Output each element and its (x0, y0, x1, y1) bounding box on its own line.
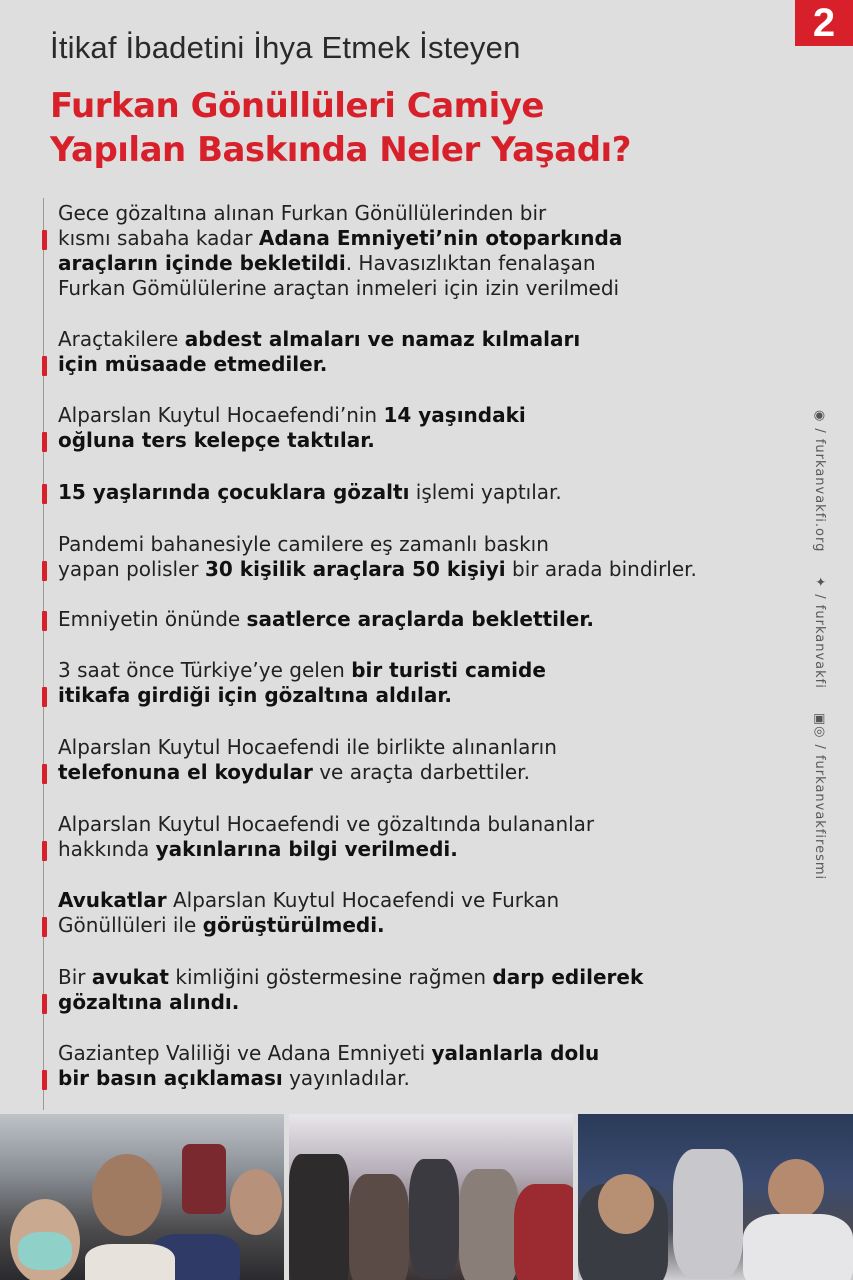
list-item (58, 735, 798, 785)
item-line (58, 480, 798, 505)
body-text: Furkan Gömülülerine araçtan inmeleri için izin verilmedi (58, 276, 620, 300)
body-text: yayınladılar. (282, 1066, 410, 1090)
facebook-instagram-icon: ▣◎ (812, 712, 828, 739)
content-divider (43, 198, 44, 1110)
emphasis-text: gözaltına alındı. (58, 990, 240, 1014)
social-link-text: / furkanvakfi.org (812, 428, 828, 553)
emphasis-text: 14 yaşındaki (383, 403, 526, 427)
photo-detained-youths (0, 1114, 284, 1280)
body-text: 3 saat önce Türkiye’ye gelen (58, 658, 352, 682)
item-line (58, 251, 798, 276)
social-link[interactable] (813, 410, 828, 552)
item-line (58, 276, 798, 301)
photo-strip (0, 1114, 853, 1280)
body-text: Alparslan Kuytul Hocaefendi ve gözaltında bulananlar (58, 812, 595, 836)
photo-mosque-raid (289, 1114, 573, 1280)
list-item (58, 1041, 798, 1091)
title-line-2: Yapılan Baskında Neler Yaşadı? (50, 130, 631, 170)
item-line (58, 1041, 798, 1066)
item-line (58, 226, 798, 251)
item-line (58, 965, 798, 990)
emphasis-text: abdest almaları ve namaz kılmaları (184, 327, 581, 351)
item-line (58, 812, 798, 837)
emphasis-text: için müsaade etmediler. (58, 352, 328, 376)
emphasis-text: saatlerce araçlarda beklettiler. (246, 607, 594, 631)
emphasis-text: bir turisti camide (351, 658, 546, 682)
emphasis-text: Adana Emniyeti’nin otoparkında (258, 226, 623, 250)
bullet-marker (42, 356, 47, 376)
emphasis-text: yalanlarla dolu (431, 1041, 600, 1065)
item-line (58, 327, 798, 352)
body-text: . Havasızlıktan fenalaşan (345, 251, 596, 275)
bullet-marker (42, 994, 47, 1014)
list-item (58, 888, 798, 938)
bullet-marker (42, 917, 47, 937)
bullet-marker (42, 230, 47, 250)
item-line (58, 1066, 798, 1091)
bullet-marker (42, 1070, 47, 1090)
body-text: kısmı sabaha kadar (58, 226, 259, 250)
body-text: Gece gözaltına alınan Furkan Gönüllülerinden bir (58, 201, 547, 225)
photo-bus-detainees (578, 1114, 853, 1280)
body-text: Emniyetin önünde (58, 607, 247, 631)
list-item (58, 201, 798, 301)
body-text: Araçtakilere (58, 327, 185, 351)
item-line (58, 837, 798, 862)
item-line (58, 913, 798, 938)
body-text: Alparslan Kuytul Hocaefendi ve Furkan (166, 888, 560, 912)
item-line (58, 735, 798, 760)
globe-icon: ◉ (812, 410, 828, 423)
item-line (58, 532, 798, 557)
emphasis-text: görüştürülmedi. (202, 913, 385, 937)
social-link[interactable] (813, 713, 828, 880)
list-item (58, 480, 798, 505)
list-item (58, 812, 798, 862)
emphasis-text: araçların içinde bekletildi (58, 251, 346, 275)
emphasis-text: bir basın açıklaması (58, 1066, 283, 1090)
emphasis-text: telefonuna el koydular (58, 760, 313, 784)
twitter-icon: ✦ (812, 576, 828, 589)
emphasis-text: yakınlarına bilgi verilmedi. (155, 837, 458, 861)
body-text: bir arada bindirler. (505, 557, 697, 581)
emphasis-text: Avukatlar (58, 888, 167, 912)
bullet-marker (42, 611, 47, 631)
emphasis-text: avukat (91, 965, 169, 989)
bullet-marker (42, 432, 47, 452)
item-line (58, 990, 798, 1015)
emphasis-text: 15 yaşlarında çocuklara gözaltı (58, 480, 410, 504)
list-item (58, 327, 798, 377)
header-subtitle: İtikaf İbadetini İhya Etmek İsteyen (50, 30, 521, 65)
social-links (810, 410, 834, 881)
body-text: Alparslan Kuytul Hocaefendi ile birlikte alınanların (58, 735, 557, 759)
item-line (58, 888, 798, 913)
bullet-marker (42, 561, 47, 581)
title-line-1: Furkan Gönüllüleri Camiye (50, 86, 544, 126)
body-text: ve araçta darbettiler. (312, 760, 530, 784)
body-text: yapan polisler (58, 557, 205, 581)
body-text: işlemi yaptılar. (409, 480, 562, 504)
list-item (58, 607, 798, 632)
item-line (58, 428, 798, 453)
emphasis-text: itikafa girdiği için gözaltına aldılar. (58, 683, 452, 707)
emphasis-text: 30 kişilik araçlara 50 kişiyi (204, 557, 506, 581)
item-line (58, 658, 798, 683)
item-line (58, 403, 798, 428)
social-link[interactable] (813, 576, 828, 688)
body-text: Alparslan Kuytul Hocaefendi’nin (58, 403, 384, 427)
page-title (50, 84, 810, 172)
item-line (58, 352, 798, 377)
emphasis-text: oğluna ters kelepçe taktılar. (58, 428, 375, 452)
item-line (58, 201, 798, 226)
item-line (58, 683, 798, 708)
body-text: hakkında (58, 837, 156, 861)
social-link-text: / furkanvakfiresmi (812, 744, 828, 881)
body-text: Pandemi bahanesiyle camilere eş zamanlı baskın (58, 532, 549, 556)
body-text: Bir (58, 965, 92, 989)
item-line (58, 557, 798, 582)
list-item (58, 658, 798, 708)
social-link-text: / furkanvakfi (812, 594, 828, 689)
body-text: kimliğini göstermesine rağmen (169, 965, 493, 989)
item-line (58, 607, 798, 632)
list-item (58, 403, 798, 453)
item-line (58, 760, 798, 785)
page-number-badge: 2 (795, 0, 853, 46)
bullet-marker (42, 764, 47, 784)
bullet-marker (42, 841, 47, 861)
list-item (58, 965, 798, 1015)
bullet-marker (42, 687, 47, 707)
bullet-marker (42, 484, 47, 504)
emphasis-text: darp edilerek (492, 965, 644, 989)
list-item (58, 532, 798, 582)
body-text: Gaziantep Valiliği ve Adana Emniyeti (58, 1041, 432, 1065)
body-text: Gönüllüleri ile (58, 913, 203, 937)
